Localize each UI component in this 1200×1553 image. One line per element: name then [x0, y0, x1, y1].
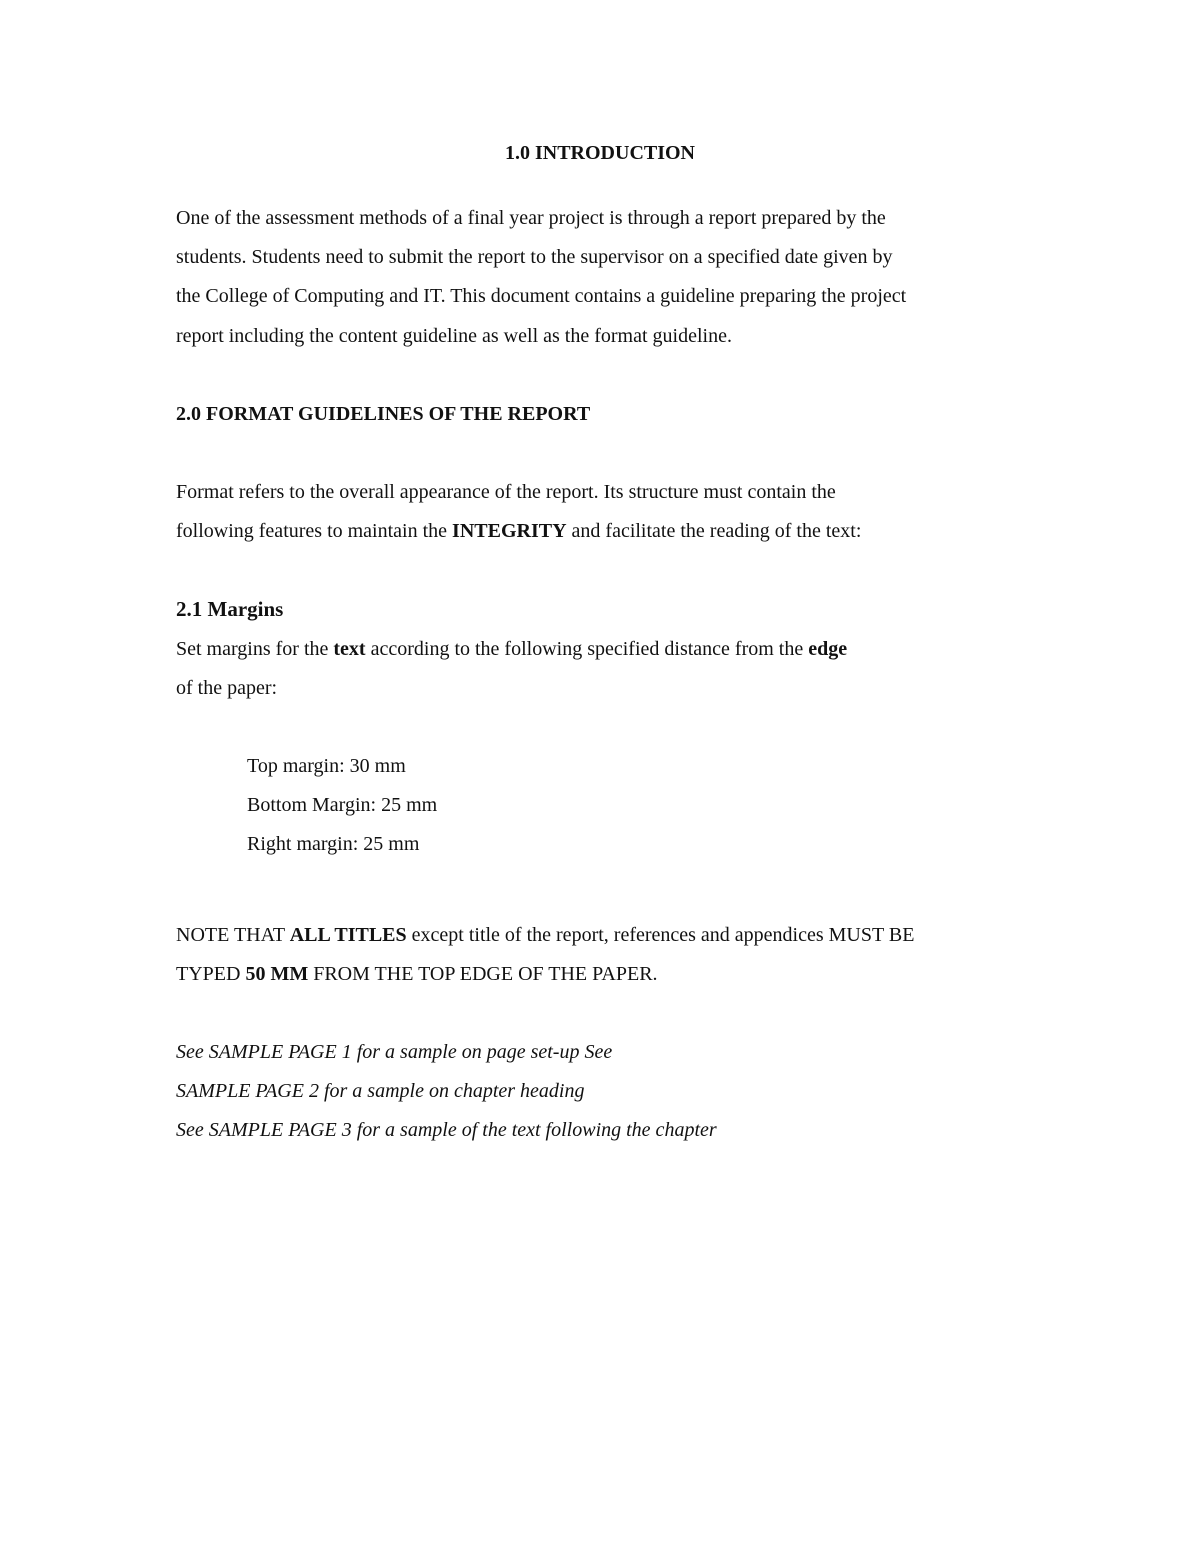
- intro-line-1: One of the assessment methods of a final year project is through a report prepared by the: [176, 207, 886, 229]
- margin-item-top: Top margin: 30 mm: [247, 755, 406, 777]
- note-line-2: [176, 964, 658, 984]
- integrity-text: INTEGRITY: [452, 520, 567, 542]
- format-line-2: [176, 521, 861, 541]
- note-line-2-pre: TYPED: [176, 963, 246, 985]
- sample-line-1: See SAMPLE PAGE 1 for a sample on page set-up See: [176, 1041, 613, 1063]
- margins-line-1-mid: according to the following specified distance from the: [365, 638, 809, 660]
- intro-line-3: the College of Computing and IT. This document contains a guideline preparing the project: [176, 285, 907, 307]
- format-line-2-pre: following features to maintain the: [176, 520, 453, 542]
- margins-line-1: [176, 639, 847, 659]
- intro-heading: 1.0 INTRODUCTION: [504, 142, 696, 164]
- note-line-2-post: FROM THE TOP EDGE OF THE PAPER.: [308, 963, 658, 985]
- note-line-1: [176, 925, 914, 945]
- margins-line-2: of the paper:: [176, 677, 278, 699]
- sample-line-3: See SAMPLE PAGE 3 for a sample of the text following the chapter: [176, 1119, 717, 1141]
- format-line-2-post: and facilitate the reading of the text:: [566, 520, 862, 542]
- note-line-1-pre: NOTE THAT: [176, 924, 290, 946]
- margins-heading: 2.1 Margins: [176, 597, 284, 621]
- sample-line-2: SAMPLE PAGE 2 for a sample on chapter heading: [176, 1080, 585, 1102]
- intro-line-2: students. Students need to submit the report to the supervisor on a specified date given by: [176, 246, 893, 268]
- format-line-1: Format refers to the overall appearance of the report. Its structure must contain the: [176, 481, 836, 503]
- format-heading: 2.0 FORMAT GUIDELINES OF THE REPORT: [176, 403, 591, 425]
- edge-bold: edge: [808, 638, 848, 660]
- note-line-1-post: except title of the report, references and appendices MUST BE: [406, 924, 915, 946]
- margin-item-right: Right margin: 25 mm: [247, 833, 420, 855]
- text-bold: text: [333, 638, 366, 660]
- fifty-mm-bold: 50 MM: [245, 963, 309, 985]
- all-titles-bold: ALL TITLES: [289, 924, 407, 946]
- intro-line-4: report including the content guideline as well as the format guideline.: [176, 325, 732, 347]
- margins-line-1-pre: Set margins for the: [176, 638, 334, 660]
- margin-item-bottom: Bottom Margin: 25 mm: [247, 794, 438, 816]
